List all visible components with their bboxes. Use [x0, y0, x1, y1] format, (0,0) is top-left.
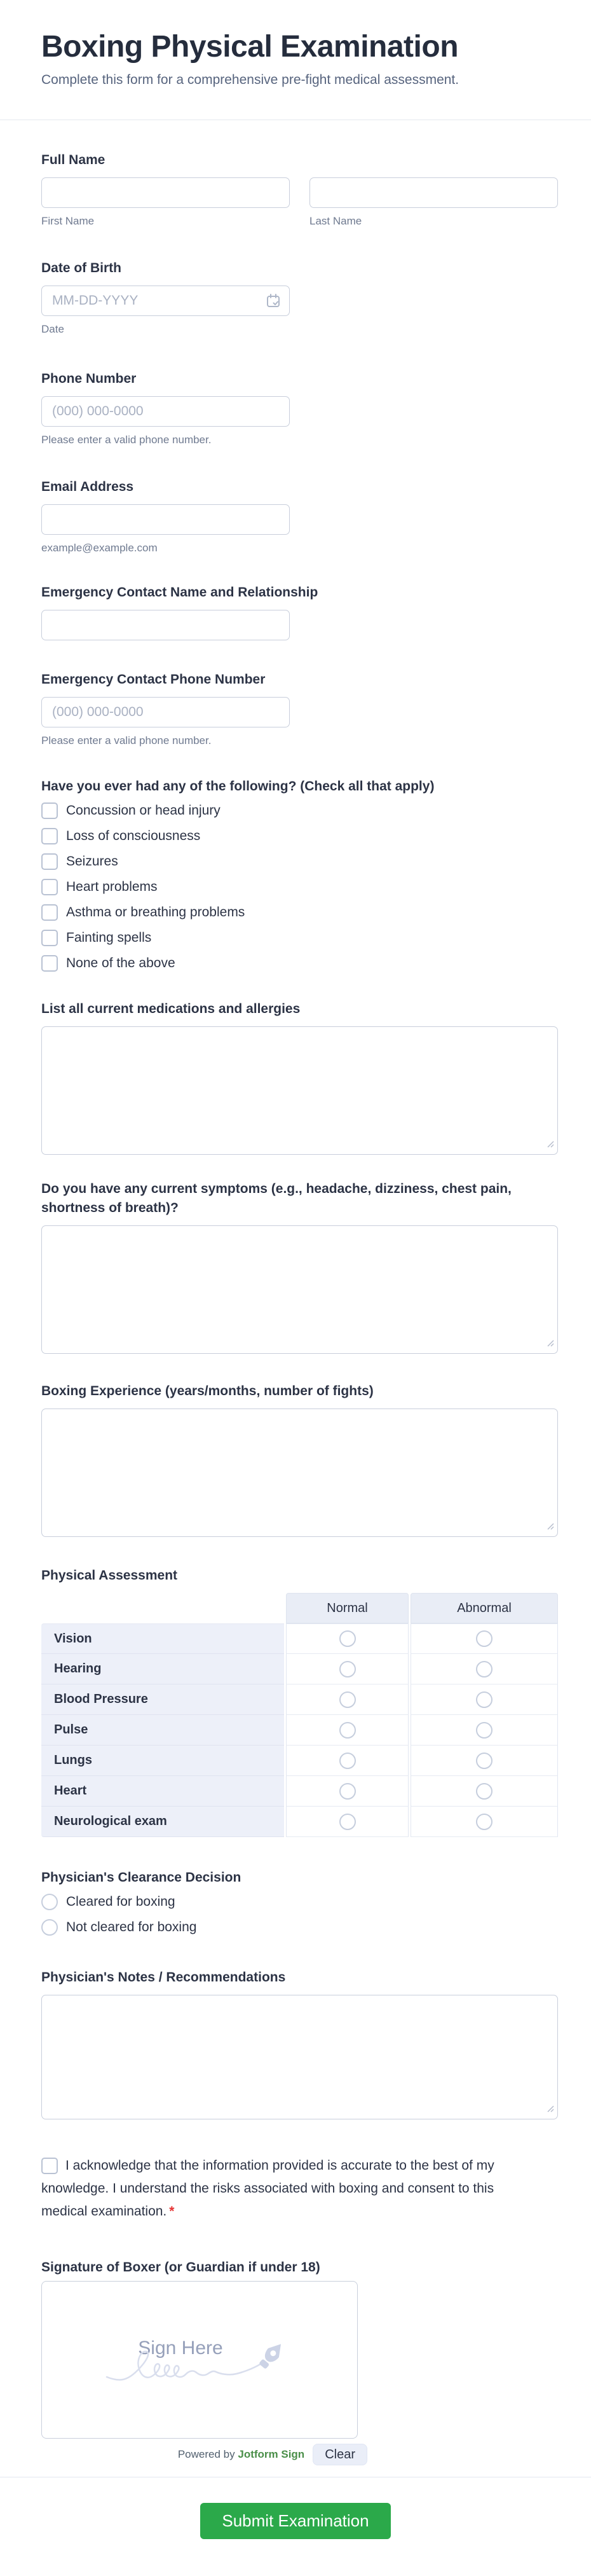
clearance-label: Cleared for boxing — [66, 1894, 175, 1909]
resize-handle-icon[interactable] — [545, 1521, 554, 1533]
history-label: Fainting spells — [66, 930, 152, 945]
field-medical-history — [41, 777, 558, 972]
clearance-option — [41, 1919, 558, 1936]
resize-handle-icon[interactable] — [545, 1338, 554, 1350]
matrix-radio[interactable] — [339, 1691, 356, 1708]
required-asterisk: * — [169, 2204, 175, 2219]
field-emergency-phone — [41, 670, 558, 748]
emergency-name-label: Emergency Contact Name and Relationship — [41, 585, 318, 600]
full-name-label: Full Name — [41, 153, 105, 167]
history-options — [41, 802, 558, 972]
matrix-radio-cell — [411, 1654, 558, 1684]
emergency-phone-input[interactable] — [41, 697, 290, 727]
matrix-radio-cell — [286, 1684, 409, 1715]
dob-label: Date of Birth — [41, 261, 121, 275]
experience-textarea[interactable] — [41, 1409, 558, 1537]
last-name-input[interactable] — [309, 177, 558, 208]
field-date-of-birth — [41, 259, 558, 336]
matrix-radio-cell — [411, 1715, 558, 1746]
field-emergency-name — [41, 583, 558, 640]
matrix-radio-cell — [286, 1807, 409, 1837]
email-sublabel: example@example.com — [41, 542, 158, 554]
notes-textarea[interactable] — [41, 1995, 558, 2119]
field-medications — [41, 1000, 558, 1155]
history-option — [41, 802, 558, 819]
history-label: Heart problems — [66, 879, 158, 894]
matrix-radio-cell — [286, 1654, 409, 1684]
clearance-label: Not cleared for boxing — [66, 1920, 197, 1934]
matrix-radio-cell — [286, 1746, 409, 1776]
page-subtitle: Complete this form for a comprehensive pre-fight medical assessment. — [41, 72, 459, 87]
clearance-radio[interactable] — [41, 1894, 58, 1910]
matrix-radio-cell — [411, 1807, 558, 1837]
field-notes — [41, 1968, 558, 2119]
page-title: Boxing Physical Examination — [41, 30, 459, 64]
field-phone — [41, 369, 558, 447]
sign-here-text: Sign Here — [138, 2338, 223, 2359]
history-label: Have you ever had any of the following? (Check all that apply) — [41, 779, 435, 794]
history-option — [41, 853, 558, 870]
history-option — [41, 955, 558, 972]
phone-label: Phone Number — [41, 371, 137, 386]
matrix-radio[interactable] — [476, 1630, 492, 1647]
acknowledgment-checkbox[interactable] — [41, 2158, 58, 2174]
history-label: Loss of consciousness — [66, 829, 201, 843]
matrix-radio[interactable] — [476, 1722, 492, 1739]
resize-handle-icon[interactable] — [545, 1139, 554, 1151]
notes-label: Physician's Notes / Recommendations — [41, 1970, 286, 1985]
matrix-radio-cell — [286, 1715, 409, 1746]
matrix-radio[interactable] — [339, 1753, 356, 1769]
history-option — [41, 828, 558, 844]
first-name-sublabel: First Name — [41, 215, 95, 227]
clearance-options — [41, 1894, 558, 1936]
history-checkbox[interactable] — [41, 828, 58, 844]
history-label: Asthma or breathing problems — [66, 905, 245, 920]
first-name-input[interactable] — [41, 177, 290, 208]
matrix-radio[interactable] — [339, 1661, 356, 1677]
matrix-row-label: Lungs — [41, 1746, 284, 1776]
matrix-radio[interactable] — [476, 1691, 492, 1708]
matrix-row-label: Neurological exam — [41, 1807, 284, 1837]
matrix-radio[interactable] — [476, 1783, 492, 1800]
history-option — [41, 879, 558, 895]
matrix-radio[interactable] — [476, 1814, 492, 1830]
matrix-row-label: Pulse — [41, 1715, 284, 1746]
field-email — [41, 478, 558, 555]
matrix-radio[interactable] — [339, 1630, 356, 1647]
form-footer — [0, 2477, 591, 2539]
form-header — [0, 0, 591, 120]
matrix-corner — [41, 1593, 284, 1623]
email-input[interactable] — [41, 504, 290, 535]
matrix-column-header: Normal — [286, 1593, 409, 1623]
experience-label: Boxing Experience (years/months, number of fights) — [41, 1384, 374, 1398]
matrix-row-label: Blood Pressure — [41, 1684, 284, 1715]
history-label: Concussion or head injury — [66, 803, 221, 818]
matrix-radio-cell — [411, 1623, 558, 1654]
form-body — [0, 151, 591, 2465]
matrix-radio[interactable] — [476, 1661, 492, 1677]
clear-signature-button[interactable]: Clear — [313, 2444, 367, 2465]
medications-label: List all current medications and allergies — [41, 1002, 301, 1016]
field-signature — [41, 2258, 558, 2465]
matrix-radio-cell — [411, 1684, 558, 1715]
matrix-column-header: Abnormal — [411, 1593, 558, 1623]
matrix-radio[interactable] — [339, 1783, 356, 1800]
field-experience — [41, 1382, 558, 1537]
history-checkbox[interactable] — [41, 930, 58, 946]
matrix-row-label: Heart — [41, 1776, 284, 1807]
history-label: None of the above — [66, 956, 175, 970]
clearance-radio[interactable] — [41, 1919, 58, 1936]
assessment-matrix — [41, 1593, 558, 1837]
matrix-radio-cell — [286, 1623, 409, 1654]
pen-nib-icon — [253, 2335, 290, 2375]
clearance-option — [41, 1894, 558, 1910]
history-label: Seizures — [66, 854, 118, 869]
signature-label: Signature of Boxer (or Guardian if under 18) — [41, 2260, 320, 2275]
field-clearance — [41, 1868, 558, 1936]
clearance-label: Physician's Clearance Decision — [41, 1870, 241, 1885]
field-acknowledgment — [41, 2154, 495, 2223]
matrix-radio[interactable] — [339, 1814, 356, 1830]
field-full-name — [41, 151, 558, 228]
history-option — [41, 930, 558, 946]
matrix-row-label: Hearing — [41, 1654, 284, 1684]
powered-by-text: Powered by Jotform Sign — [177, 2448, 305, 2460]
matrix-radio-cell — [411, 1746, 558, 1776]
phone-sublabel: Please enter a valid phone number. — [41, 434, 212, 446]
signature-squiggle-icon — [105, 2350, 264, 2385]
dob-sublabel: Date — [41, 323, 64, 335]
matrix-row-label: Vision — [41, 1623, 284, 1654]
acknowledgment-text: I acknowledge that the information provided is accurate to the best of my knowledge. I understand the risks associated with boxing and consent to this medical examination. — [41, 2158, 494, 2219]
last-name-sublabel: Last Name — [309, 215, 362, 227]
submit-button[interactable]: Submit Examination — [200, 2503, 390, 2539]
history-checkbox[interactable] — [41, 802, 58, 819]
history-checkbox[interactable] — [41, 853, 58, 870]
resize-handle-icon[interactable] — [545, 2104, 554, 2116]
field-physical-assessment — [41, 1566, 558, 1837]
medications-textarea[interactable] — [41, 1026, 558, 1155]
field-symptoms — [41, 1180, 558, 1354]
emergency-phone-label: Emergency Contact Phone Number — [41, 672, 266, 687]
phone-input[interactable] — [41, 396, 290, 427]
assessment-label: Physical Assessment — [41, 1568, 178, 1583]
emergency-name-input[interactable] — [41, 610, 290, 640]
history-checkbox[interactable] — [41, 904, 58, 921]
matrix-radio[interactable] — [476, 1753, 492, 1769]
matrix-radio[interactable] — [339, 1722, 356, 1739]
history-option — [41, 904, 558, 921]
emergency-phone-sublabel: Please enter a valid phone number. — [41, 734, 212, 747]
symptoms-textarea[interactable] — [41, 1225, 558, 1354]
history-checkbox[interactable] — [41, 879, 58, 895]
signature-pad[interactable] — [41, 2281, 358, 2439]
jotform-sign-brand: Jotform Sign — [238, 2448, 305, 2460]
history-checkbox[interactable] — [41, 955, 58, 972]
dob-input[interactable] — [41, 286, 290, 316]
matrix-radio-cell — [286, 1776, 409, 1807]
symptoms-label: Do you have any current symptoms (e.g., headache, dizziness, chest pain, shortness of breath)? — [41, 1181, 512, 1215]
matrix-radio-cell — [411, 1776, 558, 1807]
email-label: Email Address — [41, 479, 134, 494]
